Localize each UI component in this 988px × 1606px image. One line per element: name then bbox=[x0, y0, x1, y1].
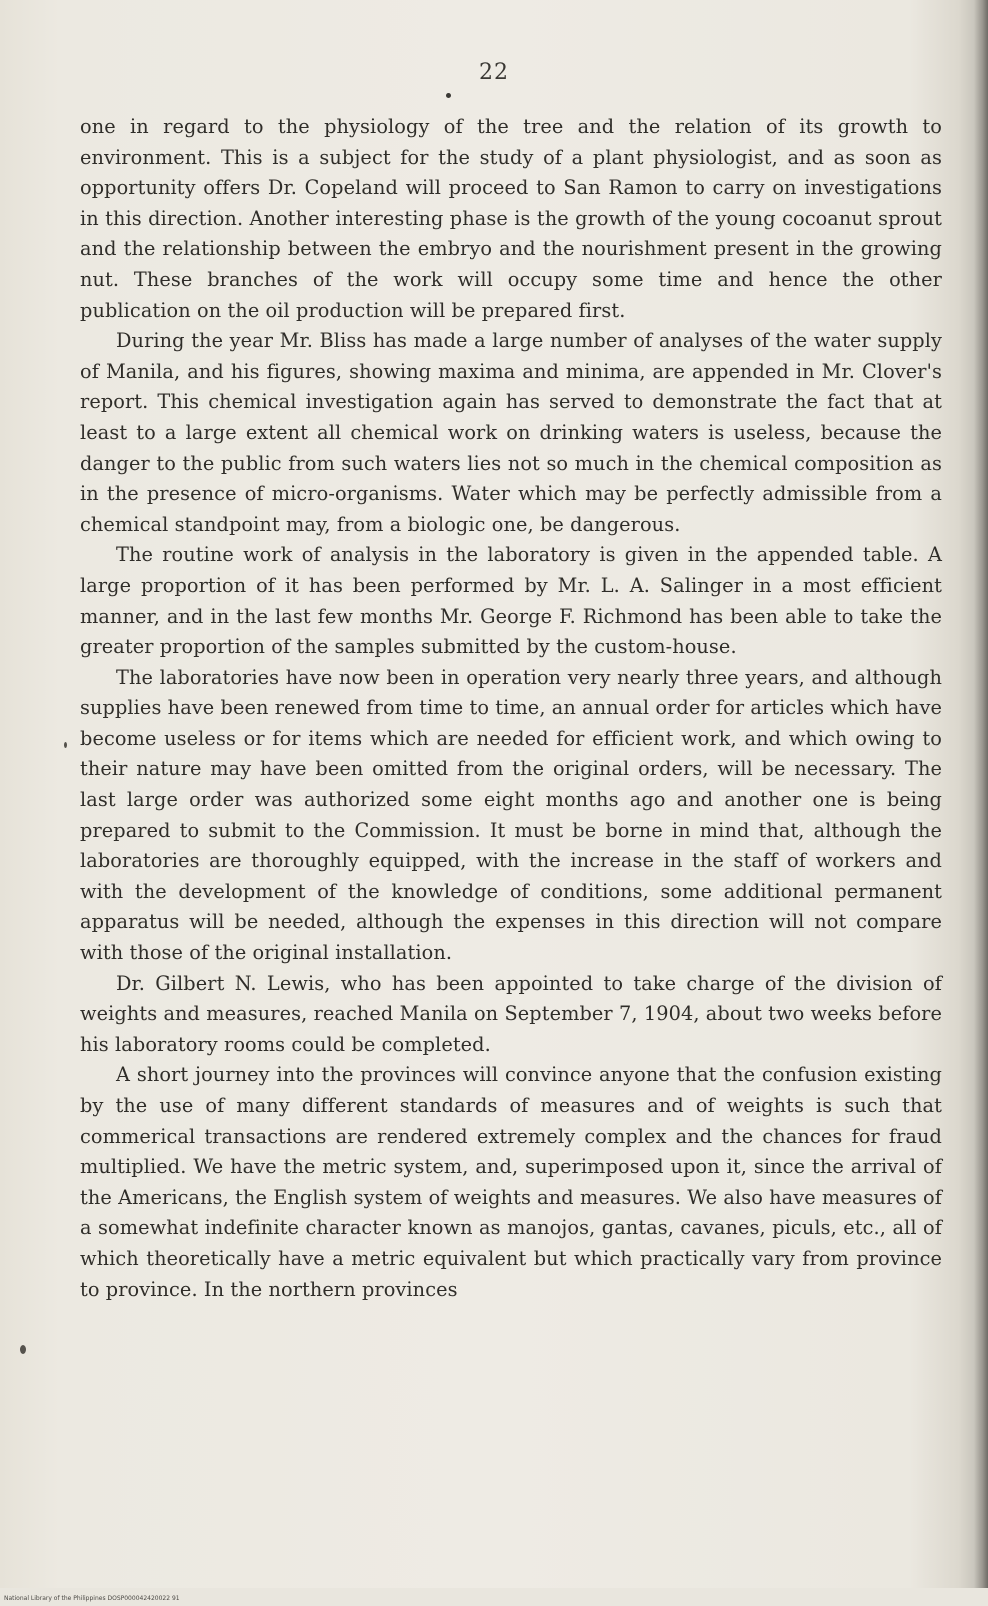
ink-dot bbox=[446, 93, 451, 98]
scan-credit: National Library of the Philippines DOSP000042420022 91 bbox=[4, 1595, 180, 1602]
footer-strip bbox=[0, 1588, 988, 1606]
paragraph-laboratory-supplies: The laboratories have now been in operation very nearly three years, and although supplies have been renewed from time to time, an annual order for articles which have become useless or for items which are needed for efficient work, and which owing to their nature may have been omitted from the original orders, will be necessary. The last large order was authorized some eight months ago and another one is being prepared to submit to the Commission. It must be borne in mind that, although the laboratories are thoroughly equipped, with the increase in the staff of workers and with the development of the knowledge of conditions, some additional permanent apparatus will be needed, although the expenses in this direction will not compare with those of the original installation. bbox=[80, 665, 942, 965]
ink-speck bbox=[64, 742, 67, 748]
paragraph-weights-measures: Dr. Gilbert N. Lewis, who has been appointed to take charge of the division of weights and measures, reached Manila on September 7, 1904, about two weeks before his laboratory rooms could be completed. bbox=[80, 971, 942, 1056]
page-number: 22 bbox=[479, 60, 509, 85]
paragraph-continued: one in regard to the physiology of the tree and the relation of its growth to environment. This is a subject for the study of a plant physiologist, and as soon as opportunity offers Dr. Copeland will proceed to San Ramon to carry on investigations in this direction. Another interesting phase is the growth of the young cocoanut sprout and the relationship between the embryo and the nourishment present in the growing nut. These branches of the work will occupy some time and hence the other publication on the oil production will be prepared first. bbox=[80, 115, 942, 322]
paragraph-provinces: A short journey into the provinces will convince anyone that the confusion existing by the use of many different standards of measures and of weights is such that commerical transactions are rendered extremely complex and the chances for fraud multiplied. We have the metric system, and, superimposed upon it, since the arrival of the Americans, the English system of weights and measures. We also have measures of a somewhat indefinite character known as manojos, gantas, cavanes, piculs, etc., all of which theoretically have a metric equivalent but which practically vary from province to province. In the northern provinces bbox=[80, 1063, 942, 1301]
body-text bbox=[80, 112, 942, 1305]
ink-speck bbox=[20, 1345, 26, 1354]
paragraph-water-analysis: During the year Mr. Bliss has made a large number of analyses of the water supply of Manila, and his figures, showing maxima and minima, are appended in Mr. Clover's report. This chemical investigation again has served to demonstrate the fact that at least to a large extent all chemical work on drinking waters is useless, because the danger to the public from such waters lies not so much in the chemical composition as in the presence of micro-organisms. Water which may be perfectly admissible from a chemical standpoint may, from a biologic one, be dangerous. bbox=[80, 329, 942, 536]
page-edge-shadow bbox=[974, 0, 988, 1606]
paragraph-routine-work: The routine work of analysis in the laboratory is given in the appended table. A large proportion of it has been performed by Mr. L. A. Salinger in a most efficient manner, and in the last few months Mr. George F. Richmond has been able to take the greater proportion of the samples submitted by the custom-house. bbox=[80, 543, 942, 659]
